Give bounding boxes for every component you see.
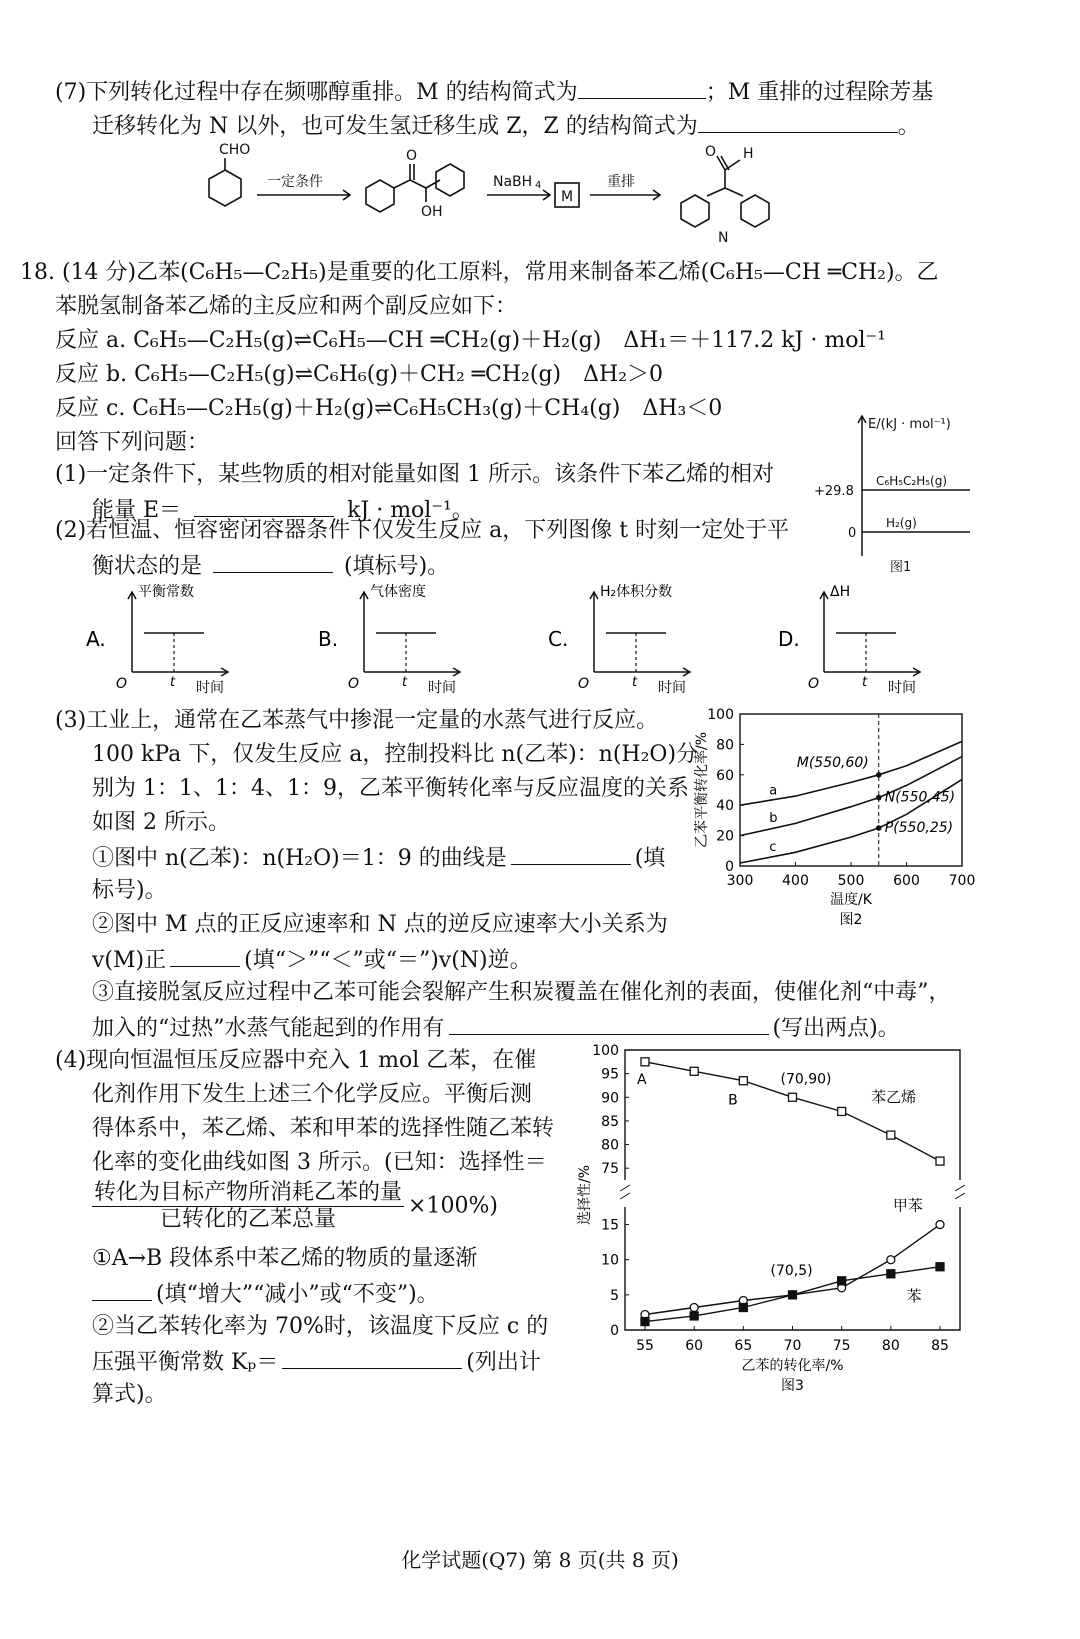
fig2-point bbox=[876, 795, 882, 801]
benzene-ring bbox=[681, 195, 709, 227]
fig3-ytick-label: 15 bbox=[601, 1217, 619, 1234]
fig2-series-label-a: a bbox=[769, 783, 778, 799]
figure-2-chart bbox=[690, 700, 980, 940]
reaction-c: 反应 c. C₆H₅—C₂H₅(g)＋H₂(g)⇌C₆H₅CH₃(g)＋CH₄(g) ΔH₃＜0 bbox=[55, 396, 723, 421]
graph-t-label: t bbox=[862, 675, 868, 690]
graph-xlabel: 时间 bbox=[428, 680, 456, 696]
q7-reaction-scheme bbox=[195, 140, 835, 245]
p4-q1: ①A→B 段体系中苯乙烯的物质的量逐渐 bbox=[92, 1246, 478, 1271]
p3-q1: ①图中 n(乙苯)：n(H₂O)＝1：9 的曲线是 (填 bbox=[92, 842, 665, 874]
fig3-series-label: 苯 bbox=[906, 1286, 922, 1305]
graph-xlabel: 时间 bbox=[888, 680, 916, 696]
fig2-xtick-label: 700 bbox=[948, 873, 976, 889]
fig2-ytick-label: 100 bbox=[707, 707, 734, 723]
fig3-marker bbox=[739, 1304, 747, 1312]
fig3-xtick-label: 60 bbox=[685, 1338, 704, 1354]
selectivity-fraction: $\frac{\text{转化为目标产物所消耗乙苯的量}}{\text{已转化的乙苯总量}}$ bbox=[94, 1180, 403, 1232]
fig3-ytick-label: 10 bbox=[601, 1252, 619, 1269]
p3-line3: 别为 1：1、1：4、1：9，乙苯平衡转化率与反应温度的关系 bbox=[92, 776, 689, 801]
fig2-point bbox=[876, 825, 882, 831]
fig2-ytick-label: 60 bbox=[716, 767, 734, 784]
graph-letter: D. bbox=[778, 627, 800, 651]
fig3-annotation: (70,5) bbox=[770, 1262, 813, 1279]
p4-blank1[interactable] bbox=[92, 1278, 152, 1301]
p3-q3-cont: 加入的“过热”水蒸气能起到的作用有 (写出两点)。 bbox=[92, 1012, 900, 1044]
nabh4-sub: 4 bbox=[535, 180, 542, 191]
p4-q2-cont: 压强平衡常数 Kₚ＝ (列出计 bbox=[92, 1346, 541, 1378]
p4-line1: (4)现向恒温恒压反应器中充入 1 mol 乙苯，在催 bbox=[55, 1048, 537, 1073]
fig3-xtick-label: 65 bbox=[734, 1338, 753, 1354]
fig3-ytick-label: 75 bbox=[601, 1161, 619, 1178]
fig3-marker bbox=[887, 1256, 895, 1264]
fig2-xtick-label: 300 bbox=[726, 873, 754, 889]
o2-label: O bbox=[705, 144, 717, 160]
fig3-xtick-label: 75 bbox=[832, 1338, 851, 1354]
fig3-marker bbox=[887, 1131, 895, 1139]
graph-origin: O bbox=[578, 676, 590, 692]
q7-line1: (7)下列转化过程中存在频哪醇重排。M 的结构简式为 ；M 重排的过程除芳基 bbox=[55, 76, 933, 108]
fig1-level0-label: H₂(g) bbox=[886, 516, 917, 530]
graph-origin: O bbox=[348, 676, 360, 692]
q18-intro1: 18. (14 分)乙苯(C₆H₅—C₂H₅)是重要的化工原料，常用来制备苯乙烯(C₆H₅—CH ═CH₂)。乙 bbox=[20, 260, 939, 285]
fig2-point-label: M(550,60) bbox=[796, 754, 869, 771]
benzene-ring bbox=[366, 180, 394, 212]
p4-line3: 得体系中，苯乙烯、苯和甲苯的选择性随乙苯转 bbox=[92, 1116, 555, 1141]
fig3-ylabel: 选择性/% bbox=[577, 1164, 593, 1226]
p3-blank2[interactable] bbox=[170, 944, 240, 967]
nabh4-label: NaBH bbox=[493, 174, 533, 190]
fig3-ytick-label: 85 bbox=[601, 1113, 619, 1130]
p4-blank2[interactable] bbox=[282, 1346, 462, 1369]
q7-line2: 迁移转化为 N 以外，也可发生氢迁移生成 Z，Z 的结构简式为 。 bbox=[92, 110, 920, 142]
graph-t-label: t bbox=[632, 675, 638, 690]
q18-intro2: 苯脱氢制备苯乙烯的主反应和两个副反应如下： bbox=[55, 294, 518, 319]
fig3-marker bbox=[838, 1277, 846, 1285]
fig3-xlabel: 乙苯的转化率/% bbox=[741, 1358, 844, 1374]
fig2-ytick-label: 40 bbox=[716, 798, 734, 815]
p4-q2: ②当乙苯转化率为 70%时，该温度下反应 c 的 bbox=[92, 1314, 549, 1339]
cho-label: CHO bbox=[219, 142, 251, 158]
benzene-ring bbox=[209, 170, 241, 206]
fig3-xtick-label: 85 bbox=[931, 1338, 949, 1354]
p4-line2: 化剂作用下发生上述三个化学反应。平衡后测 bbox=[92, 1082, 533, 1107]
figure-1 bbox=[810, 408, 990, 578]
fig3-marker bbox=[739, 1077, 747, 1085]
fig3-ytick-label: 90 bbox=[601, 1090, 619, 1107]
fig3-marker bbox=[641, 1318, 649, 1326]
p1-blank[interactable] bbox=[194, 494, 334, 517]
fig1-level0-value: 0 bbox=[848, 526, 857, 541]
graph-letter: B. bbox=[318, 627, 339, 651]
fig2-xtick-label: 400 bbox=[782, 873, 809, 889]
fig3-ytick-label: 0 bbox=[610, 1323, 619, 1339]
fig3-frame-upper bbox=[625, 1050, 960, 1180]
graph-letter: C. bbox=[548, 627, 569, 651]
fig2-ytick-label: 80 bbox=[716, 737, 734, 754]
graph-B bbox=[318, 583, 460, 696]
fig3-marker bbox=[690, 1067, 698, 1075]
fig3-xtick-label: 80 bbox=[881, 1338, 900, 1354]
p2-line2: 衡状态的是 (填标号)。 bbox=[92, 550, 449, 582]
p2-line1: (2)若恒温、恒容密闭容器条件下仅发生反应 a，下列图像 t 时刻一定处于平 bbox=[55, 518, 790, 543]
p4-q2-end: 算式)。 bbox=[92, 1382, 167, 1407]
fig2-ylabel: 乙苯平衡转化率/% bbox=[694, 731, 710, 849]
p3-line4: 如图 2 所示。 bbox=[92, 810, 230, 835]
fig3-annotation: A bbox=[637, 1071, 647, 1088]
p3-q2-cont: v(M)正 (填“＞”“＜”或“＝”)v(N)逆。 bbox=[92, 944, 532, 976]
graph-A bbox=[86, 583, 228, 696]
fig2-ytick-label: 0 bbox=[725, 859, 734, 875]
fig3-marker bbox=[936, 1221, 944, 1229]
fig3-marker bbox=[690, 1304, 698, 1312]
fig2-xtick-label: 600 bbox=[893, 873, 920, 889]
fig3-break-mark bbox=[620, 1193, 630, 1199]
fig2-series-label-b: b bbox=[769, 811, 778, 826]
fig3-marker bbox=[789, 1093, 797, 1101]
fig2-series-label-c: c bbox=[769, 839, 777, 855]
p3-blank1[interactable] bbox=[511, 842, 631, 865]
graph-ylabel: 气体密度 bbox=[370, 584, 426, 600]
small-graphs bbox=[80, 580, 980, 700]
fig1-level1-label: C₆H₅C₂H₅(g) bbox=[876, 474, 948, 488]
fig3-marker bbox=[789, 1291, 797, 1299]
fig3-xtick-label: 55 bbox=[636, 1338, 654, 1354]
graph-t-label: t bbox=[402, 675, 408, 690]
fig2-ytick-label: 20 bbox=[716, 828, 734, 845]
fig3-xtick-label: 70 bbox=[783, 1338, 802, 1354]
p3-line1: (3)工业上，通常在乙苯蒸气中掺混一定量的水蒸气进行反应。 bbox=[55, 708, 659, 733]
fig1-ylabel: E/(kJ · mol⁻¹) bbox=[868, 417, 951, 432]
o-label: O bbox=[406, 148, 418, 164]
reaction-b: 反应 b. C₆H₅—C₂H₅(g)⇌C₆H₆(g)＋CH₂ ═CH₂(g) ΔH₂＞0 bbox=[55, 362, 664, 387]
fig3-marker bbox=[690, 1312, 698, 1320]
n-label: N bbox=[718, 230, 729, 245]
benzene-ring bbox=[741, 195, 769, 227]
fig3-break-mark bbox=[955, 1193, 965, 1199]
p1-line1: (1)一定条件下，某些物质的相对能量如图 1 所示。该条件下苯乙烯的相对 bbox=[55, 462, 775, 487]
fig2-xtick-label: 500 bbox=[837, 873, 865, 889]
p3-line2: 100 kPa 下，仅发生反应 a，控制投料比 n(乙苯)：n(H₂O)分 bbox=[92, 742, 699, 767]
benzene-ring bbox=[436, 164, 464, 196]
graph-origin: O bbox=[808, 676, 820, 692]
page-footer: 化学试题(Q7) 第 8 页(共 8 页) bbox=[401, 1548, 679, 1572]
oh-label: OH bbox=[421, 204, 443, 220]
graph-letter: A. bbox=[86, 627, 106, 651]
fig3-marker bbox=[936, 1157, 944, 1165]
graph-ylabel: ΔH bbox=[830, 584, 851, 600]
graph-xlabel: 时间 bbox=[658, 680, 686, 696]
fig3-ytick-label: 80 bbox=[601, 1137, 619, 1154]
graph-origin: O bbox=[116, 676, 128, 692]
graph-ylabel: H₂体积分数 bbox=[600, 584, 673, 600]
h-label: H bbox=[743, 146, 754, 162]
m-label: M bbox=[561, 189, 574, 205]
graph-ylabel: 平衡常数 bbox=[138, 584, 194, 600]
graph-xlabel: 时间 bbox=[196, 680, 224, 696]
p3-q1-cont: 标号)。 bbox=[92, 878, 167, 903]
rearr-label: 重排 bbox=[607, 174, 635, 190]
fig2-point-label: N(550,45) bbox=[884, 789, 956, 806]
fig3-annotation: B bbox=[728, 1092, 738, 1109]
selectivity-formula: $\frac{\text{转化为目标产物所消耗乙苯的量}}{\text{已转化的乙苯总量}}$ ×100%) bbox=[94, 1180, 498, 1232]
fig2-caption: 图2 bbox=[839, 912, 863, 928]
fig3-ytick-label: 5 bbox=[610, 1287, 619, 1304]
p3-q2: ②图中 M 点的正反应速率和 N 点的逆反应速率大小关系为 bbox=[92, 912, 668, 937]
fig3-marker bbox=[641, 1058, 649, 1066]
fig2-point bbox=[876, 772, 882, 778]
fig3-break-mark bbox=[620, 1185, 630, 1191]
graph-C bbox=[548, 583, 690, 696]
p2-blank[interactable] bbox=[213, 550, 333, 573]
fig2-point-label: P(550,25) bbox=[884, 820, 954, 836]
fig3-ytick-label: 100 bbox=[592, 1043, 619, 1059]
p1-line2: 能量 E＝ kJ · mol⁻¹。 bbox=[92, 494, 474, 526]
fig3-break-mark bbox=[955, 1185, 965, 1191]
p4-q1-cont: (填“增大”“减小”或“不变”)。 bbox=[92, 1278, 439, 1310]
figure-3-chart bbox=[575, 1035, 1015, 1410]
fig2-xlabel: 温度/K bbox=[830, 892, 872, 908]
p4-line4: 化率的变化曲线如图 3 所示。(已知：选择性＝ bbox=[92, 1150, 547, 1175]
fig1-caption: 图1 bbox=[890, 560, 912, 575]
fig3-caption: 图3 bbox=[781, 1378, 804, 1394]
answer-heading: 回答下列问题： bbox=[55, 430, 210, 455]
fig3-series-label: 甲苯 bbox=[892, 1196, 923, 1215]
cond1-label: 一定条件 bbox=[267, 174, 323, 190]
graph-t-label: t bbox=[170, 675, 176, 690]
fig1-level1-value: +29.8 bbox=[814, 484, 854, 499]
fig3-ytick-label: 95 bbox=[601, 1066, 619, 1083]
q7-blank-m[interactable] bbox=[578, 76, 706, 99]
fig3-series-label: 苯乙烯 bbox=[871, 1088, 917, 1106]
q7-blank-z[interactable] bbox=[698, 110, 898, 133]
reaction-a: 反应 a. C₆H₅—C₂H₅(g)⇌C₆H₅—CH ═CH₂(g)＋H₂(g) ΔH₁＝＋117.2 kJ · mol⁻¹ bbox=[55, 328, 886, 353]
fig3-annotation: (70,90) bbox=[780, 1071, 832, 1088]
fig3-marker bbox=[936, 1263, 944, 1271]
fig3-marker bbox=[887, 1270, 895, 1278]
p3-blank3[interactable] bbox=[449, 1012, 769, 1035]
graph-D bbox=[778, 584, 920, 696]
p3-q3: ③直接脱氢反应过程中乙苯可能会裂解产生积炭覆盖在催化剂的表面，使催化剂“中毒”， bbox=[92, 980, 951, 1005]
fig3-marker bbox=[838, 1107, 846, 1115]
